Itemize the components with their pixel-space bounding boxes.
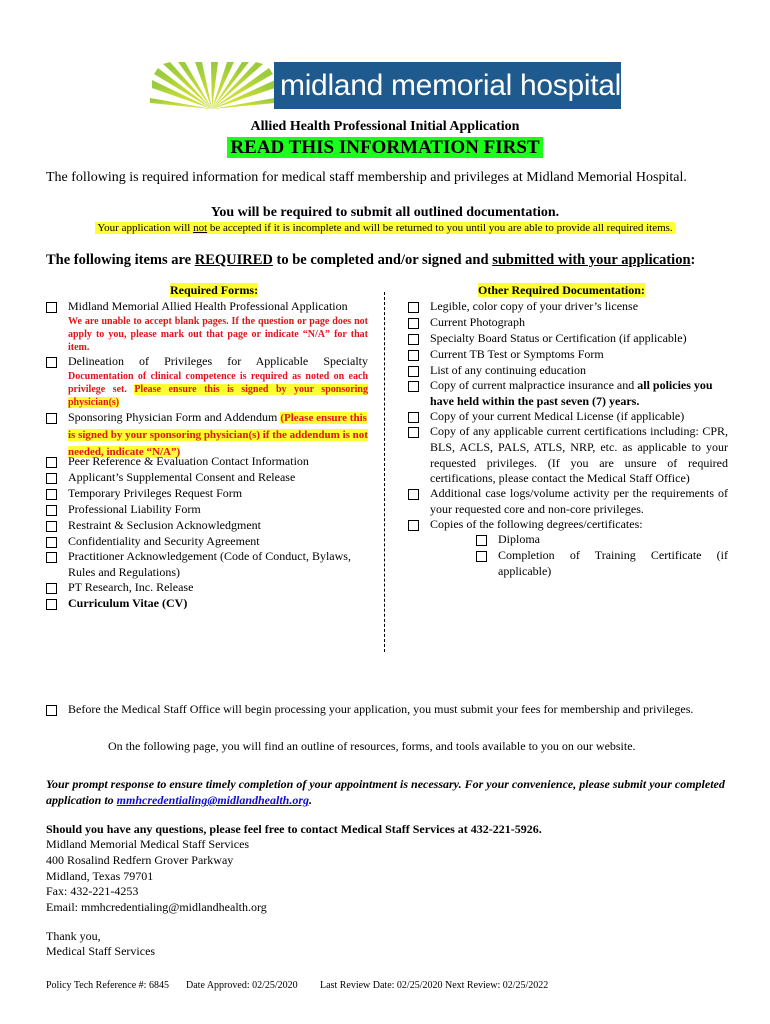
list-item[interactable] bbox=[46, 549, 368, 581]
checkbox[interactable] bbox=[408, 366, 419, 377]
hospital-logo bbox=[150, 62, 621, 109]
list-item[interactable] bbox=[46, 518, 368, 534]
list-item-label: Curriculum Vitae (CV) bbox=[68, 596, 188, 610]
item-note: (Please ensure this is signed by your sponsoring physician(s) if the addendum is not needed, indicate “N/A”) bbox=[68, 412, 368, 458]
logo-wordmark: midland memorial hospital bbox=[274, 62, 621, 109]
checkbox[interactable] bbox=[46, 583, 57, 594]
checkbox[interactable] bbox=[46, 521, 57, 532]
closing-signature: Medical Staff Services bbox=[46, 944, 156, 958]
required-heading-c: : bbox=[690, 252, 696, 268]
list-item[interactable] bbox=[408, 378, 728, 410]
list-item-label: Confidentiality and Security Agreement bbox=[68, 534, 260, 548]
checkbox[interactable] bbox=[46, 705, 57, 716]
list-item[interactable] bbox=[408, 347, 728, 363]
list-item[interactable] bbox=[46, 596, 368, 612]
sunburst-logo-icon bbox=[150, 62, 274, 109]
warning-text-b: be accepted if it is incomplete and will be returned to you until you are able to provide all required items. bbox=[207, 222, 673, 234]
required-heading bbox=[46, 252, 695, 269]
questions-text: Should you have any questions, please feel free to contact Medical Staff Services at 432-221-5926. bbox=[46, 822, 542, 836]
list-item-label: Practitioner Acknowledgement (Code of Conduct, Bylaws, Rules and Regulations) bbox=[68, 549, 351, 579]
policy-reference: Policy Tech Reference #: 6845 bbox=[46, 980, 169, 991]
list-item[interactable] bbox=[408, 424, 728, 487]
closing-thanks: Thank you, bbox=[46, 929, 101, 943]
other-docs-heading-text: Other Required Documentation: bbox=[478, 283, 645, 297]
checkbox[interactable] bbox=[476, 535, 487, 546]
checkbox[interactable] bbox=[408, 318, 419, 329]
credentialing-email-link[interactable]: mmhcredentialing@midlandhealth.org bbox=[116, 793, 310, 807]
checkbox[interactable] bbox=[408, 350, 419, 361]
list-item[interactable] bbox=[408, 486, 728, 518]
list-item-label: Professional Liability Form bbox=[68, 502, 201, 516]
list-item[interactable] bbox=[46, 299, 368, 354]
contact-line: 400 Rosalind Redfern Grover Parkway bbox=[46, 853, 234, 867]
item-note bbox=[68, 370, 368, 409]
list-item[interactable] bbox=[46, 502, 368, 518]
list-item-label: PT Research, Inc. Release bbox=[68, 580, 194, 594]
item-note-b: Please ensure this is signed by your sponsoring physician(s) bbox=[68, 383, 368, 408]
checkbox[interactable] bbox=[46, 302, 57, 313]
checkbox[interactable] bbox=[46, 489, 57, 500]
required-word: REQUIRED bbox=[194, 252, 273, 268]
submitted-phrase: submitted with your application bbox=[492, 252, 691, 268]
contact-line: Fax: 432-221-4253 bbox=[46, 884, 139, 898]
required-forms-heading bbox=[170, 283, 258, 298]
checkbox[interactable] bbox=[476, 551, 487, 562]
checkbox[interactable] bbox=[46, 457, 57, 468]
list-item-label: Copy of your current Medical License (if applicable) bbox=[430, 409, 685, 423]
list-item-label: Copy of any applicable current certifications including: CPR, BLS, ACLS, PALS, ATLS, NRP, etc. as applicable to your requested privileges. (If you are unsure of required certifications, please contact the Medical Staff Office) bbox=[430, 424, 728, 486]
list-item[interactable] bbox=[46, 410, 368, 460]
prompt-response-text bbox=[46, 776, 736, 808]
list-item[interactable] bbox=[46, 454, 368, 470]
list-item-label: Diploma bbox=[498, 532, 540, 546]
list-item-label: Legible, color copy of your driver’s license bbox=[430, 299, 639, 313]
list-item[interactable] bbox=[408, 331, 728, 347]
list-item[interactable] bbox=[46, 486, 368, 502]
prompt-text: Your prompt response to ensure timely completion of your appointment is necessary. For your convenience, please submit your completed application to bbox=[46, 777, 725, 807]
checkbox[interactable] bbox=[46, 413, 57, 424]
list-item-label: Specialty Board Status or Certification (if applicable) bbox=[430, 331, 687, 345]
list-item[interactable] bbox=[46, 580, 368, 596]
list-item-label: Current TB Test or Symptoms Form bbox=[430, 347, 604, 361]
checkbox[interactable] bbox=[46, 505, 57, 516]
list-item-label: Peer Reference & Evaluation Contact Information bbox=[68, 454, 309, 468]
date-approved: Date Approved: 02/25/2020 bbox=[186, 980, 298, 991]
checkbox[interactable] bbox=[46, 599, 57, 610]
list-item-label: Temporary Privileges Request Form bbox=[68, 486, 243, 500]
fees-text: Before the Medical Staff Office will begin processing your application, you must submit your fees for membership and privileges. bbox=[68, 702, 694, 716]
list-item[interactable] bbox=[46, 354, 368, 409]
item-note-a: Documentation of clinical competence is required as noted on each privilege set. bbox=[68, 370, 368, 395]
page-title-wrap bbox=[0, 137, 770, 159]
list-item-label: Copy of current malpractice insurance and bbox=[430, 378, 638, 392]
other-docs-heading bbox=[478, 283, 645, 298]
list-item[interactable] bbox=[46, 470, 368, 486]
list-item-label: Current Photograph bbox=[430, 315, 525, 329]
contact-line: Midland, Texas 79701 bbox=[46, 869, 154, 883]
following-page-text: On the following page, you will find an outline of resources, forms, and tools available to you on our website. bbox=[108, 739, 636, 753]
contact-line: Email: mmhcredentialing@midlandhealth.org bbox=[46, 900, 267, 914]
prompt-end: . bbox=[309, 793, 313, 807]
submit-all-text: You will be required to submit all outlined documentation. bbox=[210, 205, 560, 220]
list-item[interactable] bbox=[408, 517, 728, 533]
fees-item[interactable] bbox=[46, 702, 746, 718]
checkbox[interactable] bbox=[46, 552, 57, 563]
incomplete-warning bbox=[0, 222, 770, 234]
item-note: We are unable to accept blank pages. If the question or page does not apply to you, please mark out that page or indicate “N/A” for that item. bbox=[68, 315, 368, 353]
list-item-label: List of any continuing education bbox=[430, 363, 586, 377]
list-item-label: Restraint & Seclusion Acknowledgment bbox=[68, 518, 261, 532]
list-item[interactable] bbox=[408, 363, 728, 379]
review-dates: Last Review Date: 02/25/2020 Next Review: 02/25/2022 bbox=[320, 980, 549, 991]
list-item[interactable] bbox=[408, 409, 728, 425]
list-item[interactable] bbox=[408, 315, 728, 331]
intro-text: The following is required information for medical staff membership and privileges at Midland Memorial Hospital. bbox=[46, 170, 687, 185]
warning-text-a: Your application will bbox=[97, 222, 194, 234]
checkbox[interactable] bbox=[408, 412, 419, 423]
list-item-label: Sponsoring Physician Form and Addendum bbox=[68, 410, 281, 424]
sub-list-item[interactable] bbox=[476, 532, 728, 548]
checkbox[interactable] bbox=[408, 427, 419, 438]
list-item-label: Copies of the following degrees/certificates: bbox=[430, 517, 643, 531]
column-divider bbox=[384, 292, 385, 652]
form-subtitle: Allied Health Professional Initial Application bbox=[250, 119, 520, 134]
list-item-emphasis: all policies you have held within the past seven (7) years. bbox=[430, 378, 713, 408]
list-item-label: Delineation of Privileges for Applicable Specialty bbox=[68, 354, 368, 368]
list-item-label: Completion of Training Certificate (if applicable) bbox=[498, 548, 728, 578]
required-heading-b: to be completed and/or signed and bbox=[272, 252, 493, 268]
list-item-label: Midland Memorial Allied Health Professional Application bbox=[68, 299, 348, 313]
list-item-label: Applicant’s Supplemental Consent and Release bbox=[68, 470, 296, 484]
checkbox[interactable] bbox=[408, 302, 419, 313]
required-heading-a: The following items are bbox=[46, 252, 195, 268]
checkbox[interactable] bbox=[46, 357, 57, 368]
warning-not: not bbox=[193, 222, 208, 234]
list-item-label: Additional case logs/volume activity per the requirements of your requested core and non-core privileges. bbox=[430, 486, 728, 516]
checkbox[interactable] bbox=[408, 489, 419, 500]
page-title: READ THIS INFORMATION FIRST bbox=[227, 137, 542, 158]
checkbox[interactable] bbox=[408, 334, 419, 345]
checkbox[interactable] bbox=[408, 381, 419, 392]
contact-line: Midland Memorial Medical Staff Services bbox=[46, 837, 250, 851]
checkbox[interactable] bbox=[46, 473, 57, 484]
sub-list-item[interactable] bbox=[476, 548, 728, 580]
checkbox[interactable] bbox=[408, 520, 419, 531]
checkbox[interactable] bbox=[46, 537, 57, 548]
list-item[interactable] bbox=[46, 534, 368, 550]
list-item[interactable] bbox=[408, 299, 728, 315]
required-forms-heading-text: Required Forms: bbox=[170, 283, 259, 297]
